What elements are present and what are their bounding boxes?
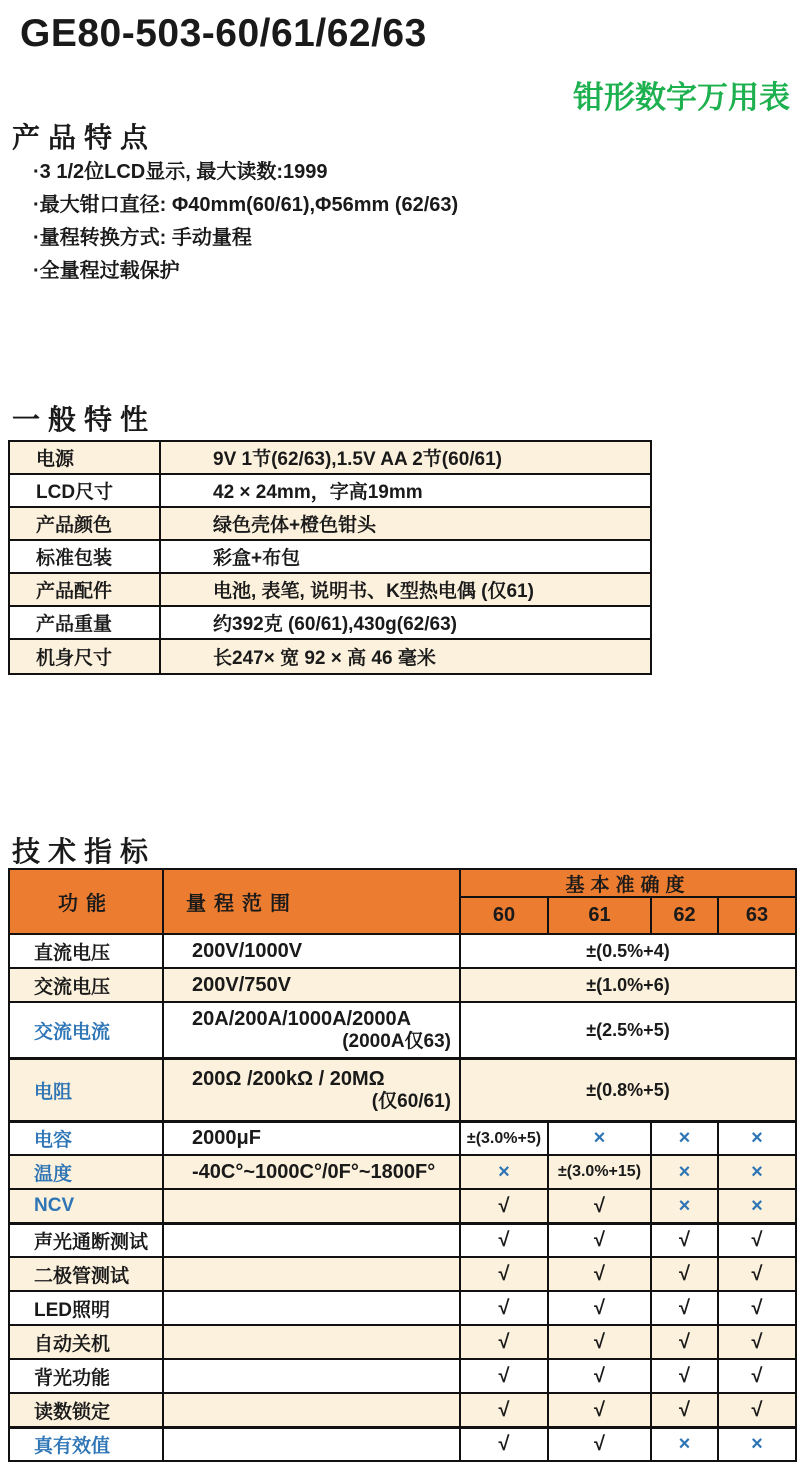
spec-accuracy-cell-62: √ [652, 1326, 719, 1358]
spec-row [10, 967, 795, 1001]
row-label: 产品配件 [10, 574, 161, 605]
spec-accuracy-cell-63: √ [751, 1262, 763, 1285]
spec-accuracy-cell-62: × [652, 1123, 719, 1154]
spec-accuracy-cell-61: √ [549, 1326, 652, 1358]
spec-function-name: 自动关机 [10, 1326, 164, 1358]
column-header-model-63: 63 [745, 904, 769, 926]
spec-accuracy-merged: ±(1.0%+6) [586, 974, 670, 995]
row-label: 电源 [10, 442, 161, 473]
spec-row [10, 1222, 795, 1256]
spec-range [164, 1326, 461, 1358]
spec-accuracy-cell-63: √ [751, 1364, 763, 1387]
spec-function-name: 读数锁定 [10, 1394, 164, 1426]
spec-row [10, 1120, 795, 1154]
spec-accuracy-cell-60: √ [461, 1292, 549, 1324]
spec-accuracy-cell-61: √ [549, 1292, 652, 1324]
spec-accuracy-cell-63: × [751, 1160, 763, 1183]
spec-range [164, 1003, 461, 1057]
spec-accuracy-cell-63: √ [751, 1398, 763, 1421]
spec-row [10, 1001, 795, 1057]
range-text: -40C°~1000C°/0F°~1800F° [192, 1160, 436, 1183]
spec-accuracy-cell-62: × [652, 1190, 719, 1222]
table-row [10, 475, 650, 508]
spec-row [10, 933, 795, 967]
spec-accuracy-cell-61: √ [549, 1258, 652, 1290]
feature-item: ·最大钳口直径: Φ40mm(60/61),Φ56mm (62/63) [33, 194, 459, 216]
table-row [10, 442, 650, 475]
spec-accuracy-cell-62: × [652, 1429, 719, 1460]
spec-function-name: 声光通断测试 [10, 1225, 164, 1256]
spec-accuracy-cell-60: √ [461, 1258, 549, 1290]
spec-accuracy-cell-63: √ [751, 1296, 763, 1319]
spec-accuracy-cell-61: ±(3.0%+15) [549, 1156, 652, 1188]
spec-range [164, 1225, 461, 1256]
feature-list [33, 162, 458, 294]
column-header-model-62: 62 [652, 898, 719, 933]
row-value: 9V 1节(62/63),1.5V AA 2节(60/61) [213, 449, 503, 470]
row-label: 产品颜色 [10, 508, 161, 539]
spec-range [164, 1292, 461, 1324]
technical-specs-table [8, 868, 797, 1462]
features-section-title: 产品特点 [12, 122, 157, 153]
spec-row [10, 1188, 795, 1222]
spec-accuracy-cell-61: √ [549, 1429, 652, 1460]
row-value: 42 × 24mm，字高19mm [213, 482, 423, 503]
spec-function-name: 交流电流 [10, 1003, 164, 1057]
row-label: 产品重量 [10, 607, 161, 638]
table-row [10, 574, 650, 607]
spec-range [164, 1394, 461, 1426]
table-row [10, 640, 650, 673]
spec-accuracy-cell-63: √ [751, 1229, 763, 1251]
spec-accuracy-cell-62: √ [652, 1394, 719, 1426]
spec-function-name: 交流电压 [10, 969, 164, 1001]
table-row [10, 541, 650, 574]
spec-accuracy-cell-62: × [652, 1156, 719, 1188]
spec-accuracy-cell-61: √ [549, 1225, 652, 1256]
spec-accuracy-merged: ±(0.5%+4) [586, 940, 670, 961]
spec-accuracy-cell-62: √ [652, 1360, 719, 1392]
range-note: (2000A仅63) [342, 1030, 451, 1052]
spec-range [164, 1190, 461, 1222]
spec-row [10, 1057, 795, 1120]
spec-function-name: 直流电压 [10, 935, 164, 967]
spec-range [164, 1123, 461, 1154]
row-value: 绿色壳体+橙色钳头 [213, 515, 377, 536]
feature-item: ·量程转换方式: 手动量程 [33, 227, 252, 249]
spec-accuracy-cell-60: √ [461, 1190, 549, 1222]
general-section-title: 一般特性 [12, 404, 157, 435]
range-note: (仅60/61) [371, 1090, 451, 1112]
range-text: 200Ω /200kΩ / 20MΩ [192, 1067, 385, 1090]
table-row [10, 508, 650, 541]
spec-row [10, 1358, 795, 1392]
spec-function-name: 背光功能 [10, 1360, 164, 1392]
column-header-range: 量程范围 [164, 870, 461, 933]
spec-function-name: LED照明 [10, 1292, 164, 1324]
column-header-accuracy-group [461, 870, 795, 933]
feature-item: ·3 1/2位LCD显示, 最大读数:1999 [33, 161, 328, 183]
range-text: 200V/750V [192, 973, 291, 996]
row-label: LCD尺寸 [10, 475, 161, 506]
spec-function-name: NCV [10, 1190, 164, 1222]
spec-range [164, 969, 461, 1001]
spec-range [164, 1360, 461, 1392]
row-label: 标准包装 [10, 541, 161, 572]
spec-accuracy-merged: ±(0.8%+5) [586, 1079, 670, 1100]
spec-range [164, 1060, 461, 1120]
row-value: 彩盒+布包 [213, 548, 301, 569]
range-text: 20A/200A/1000A/2000A [192, 1007, 412, 1030]
spec-accuracy-cell-63: × [751, 1194, 763, 1217]
row-value: 约392克 (60/61),430g(62/63) [213, 614, 457, 635]
range-text: 200V/1000V [192, 939, 303, 962]
spec-accuracy-merged: ±(2.5%+5) [586, 1019, 670, 1040]
column-header-function: 功能 [10, 870, 164, 933]
product-type-subtitle: 钳形数字万用表 [573, 80, 790, 115]
range-text: 2000μF [192, 1127, 261, 1149]
spec-accuracy-cell-61: √ [549, 1394, 652, 1426]
spec-function-name: 电容 [10, 1123, 164, 1154]
spec-function-name: 二极管测试 [10, 1258, 164, 1290]
spec-row [10, 1392, 795, 1426]
spec-accuracy-cell-60: ±(3.0%+5) [461, 1123, 549, 1154]
spec-function-name: 真有效值 [10, 1429, 164, 1460]
row-value: 长247× 宽 92 × 高 46 毫米 [213, 648, 436, 669]
spec-accuracy-cell-63: × [751, 1127, 763, 1149]
table-row [10, 607, 650, 640]
spec-accuracy-cell-62: √ [652, 1258, 719, 1290]
column-header-model-61: 61 [549, 898, 652, 933]
model-header-row [461, 898, 795, 933]
spec-accuracy-cell-60: √ [461, 1326, 549, 1358]
spec-accuracy-cell-60: √ [461, 1360, 549, 1392]
column-header-accuracy: 基本准确度 [461, 870, 795, 898]
spec-row [10, 1154, 795, 1188]
product-model-title: GE80-503-60/61/62/63 [20, 12, 427, 55]
spec-accuracy-cell-60: √ [461, 1429, 549, 1460]
specs-section-title: 技术指标 [12, 836, 157, 867]
row-label: 机身尺寸 [10, 640, 161, 673]
spec-row [10, 1290, 795, 1324]
row-value: 电池, 表笔, 说明书、K型热电偶 (仅61) [213, 581, 534, 602]
spec-row [10, 1426, 795, 1460]
spec-accuracy-cell-60: × [461, 1156, 549, 1188]
spec-range [164, 1258, 461, 1290]
general-characteristics-table [8, 440, 652, 675]
spec-accuracy-cell-62: √ [652, 1225, 719, 1256]
spec-accuracy-cell-63: √ [751, 1330, 763, 1353]
spec-range [164, 935, 461, 967]
feature-item: ·全量程过载保护 [33, 260, 180, 282]
spec-accuracy-cell-61: √ [549, 1190, 652, 1222]
spec-row [10, 1256, 795, 1290]
spec-accuracy-cell-61: × [549, 1123, 652, 1154]
spec-accuracy-cell-62: √ [652, 1292, 719, 1324]
spec-accuracy-cell-60: √ [461, 1394, 549, 1426]
spec-accuracy-cell-61: √ [549, 1360, 652, 1392]
spec-range [164, 1429, 461, 1460]
column-header-model-60: 60 [461, 898, 549, 933]
spec-row [10, 1324, 795, 1358]
spec-range [164, 1156, 461, 1188]
spec-function-name: 电阻 [10, 1060, 164, 1120]
specs-table-header [10, 870, 795, 933]
spec-function-name: 温度 [10, 1156, 164, 1188]
spec-accuracy-cell-60: √ [461, 1225, 549, 1256]
spec-accuracy-cell-63: × [751, 1433, 763, 1455]
